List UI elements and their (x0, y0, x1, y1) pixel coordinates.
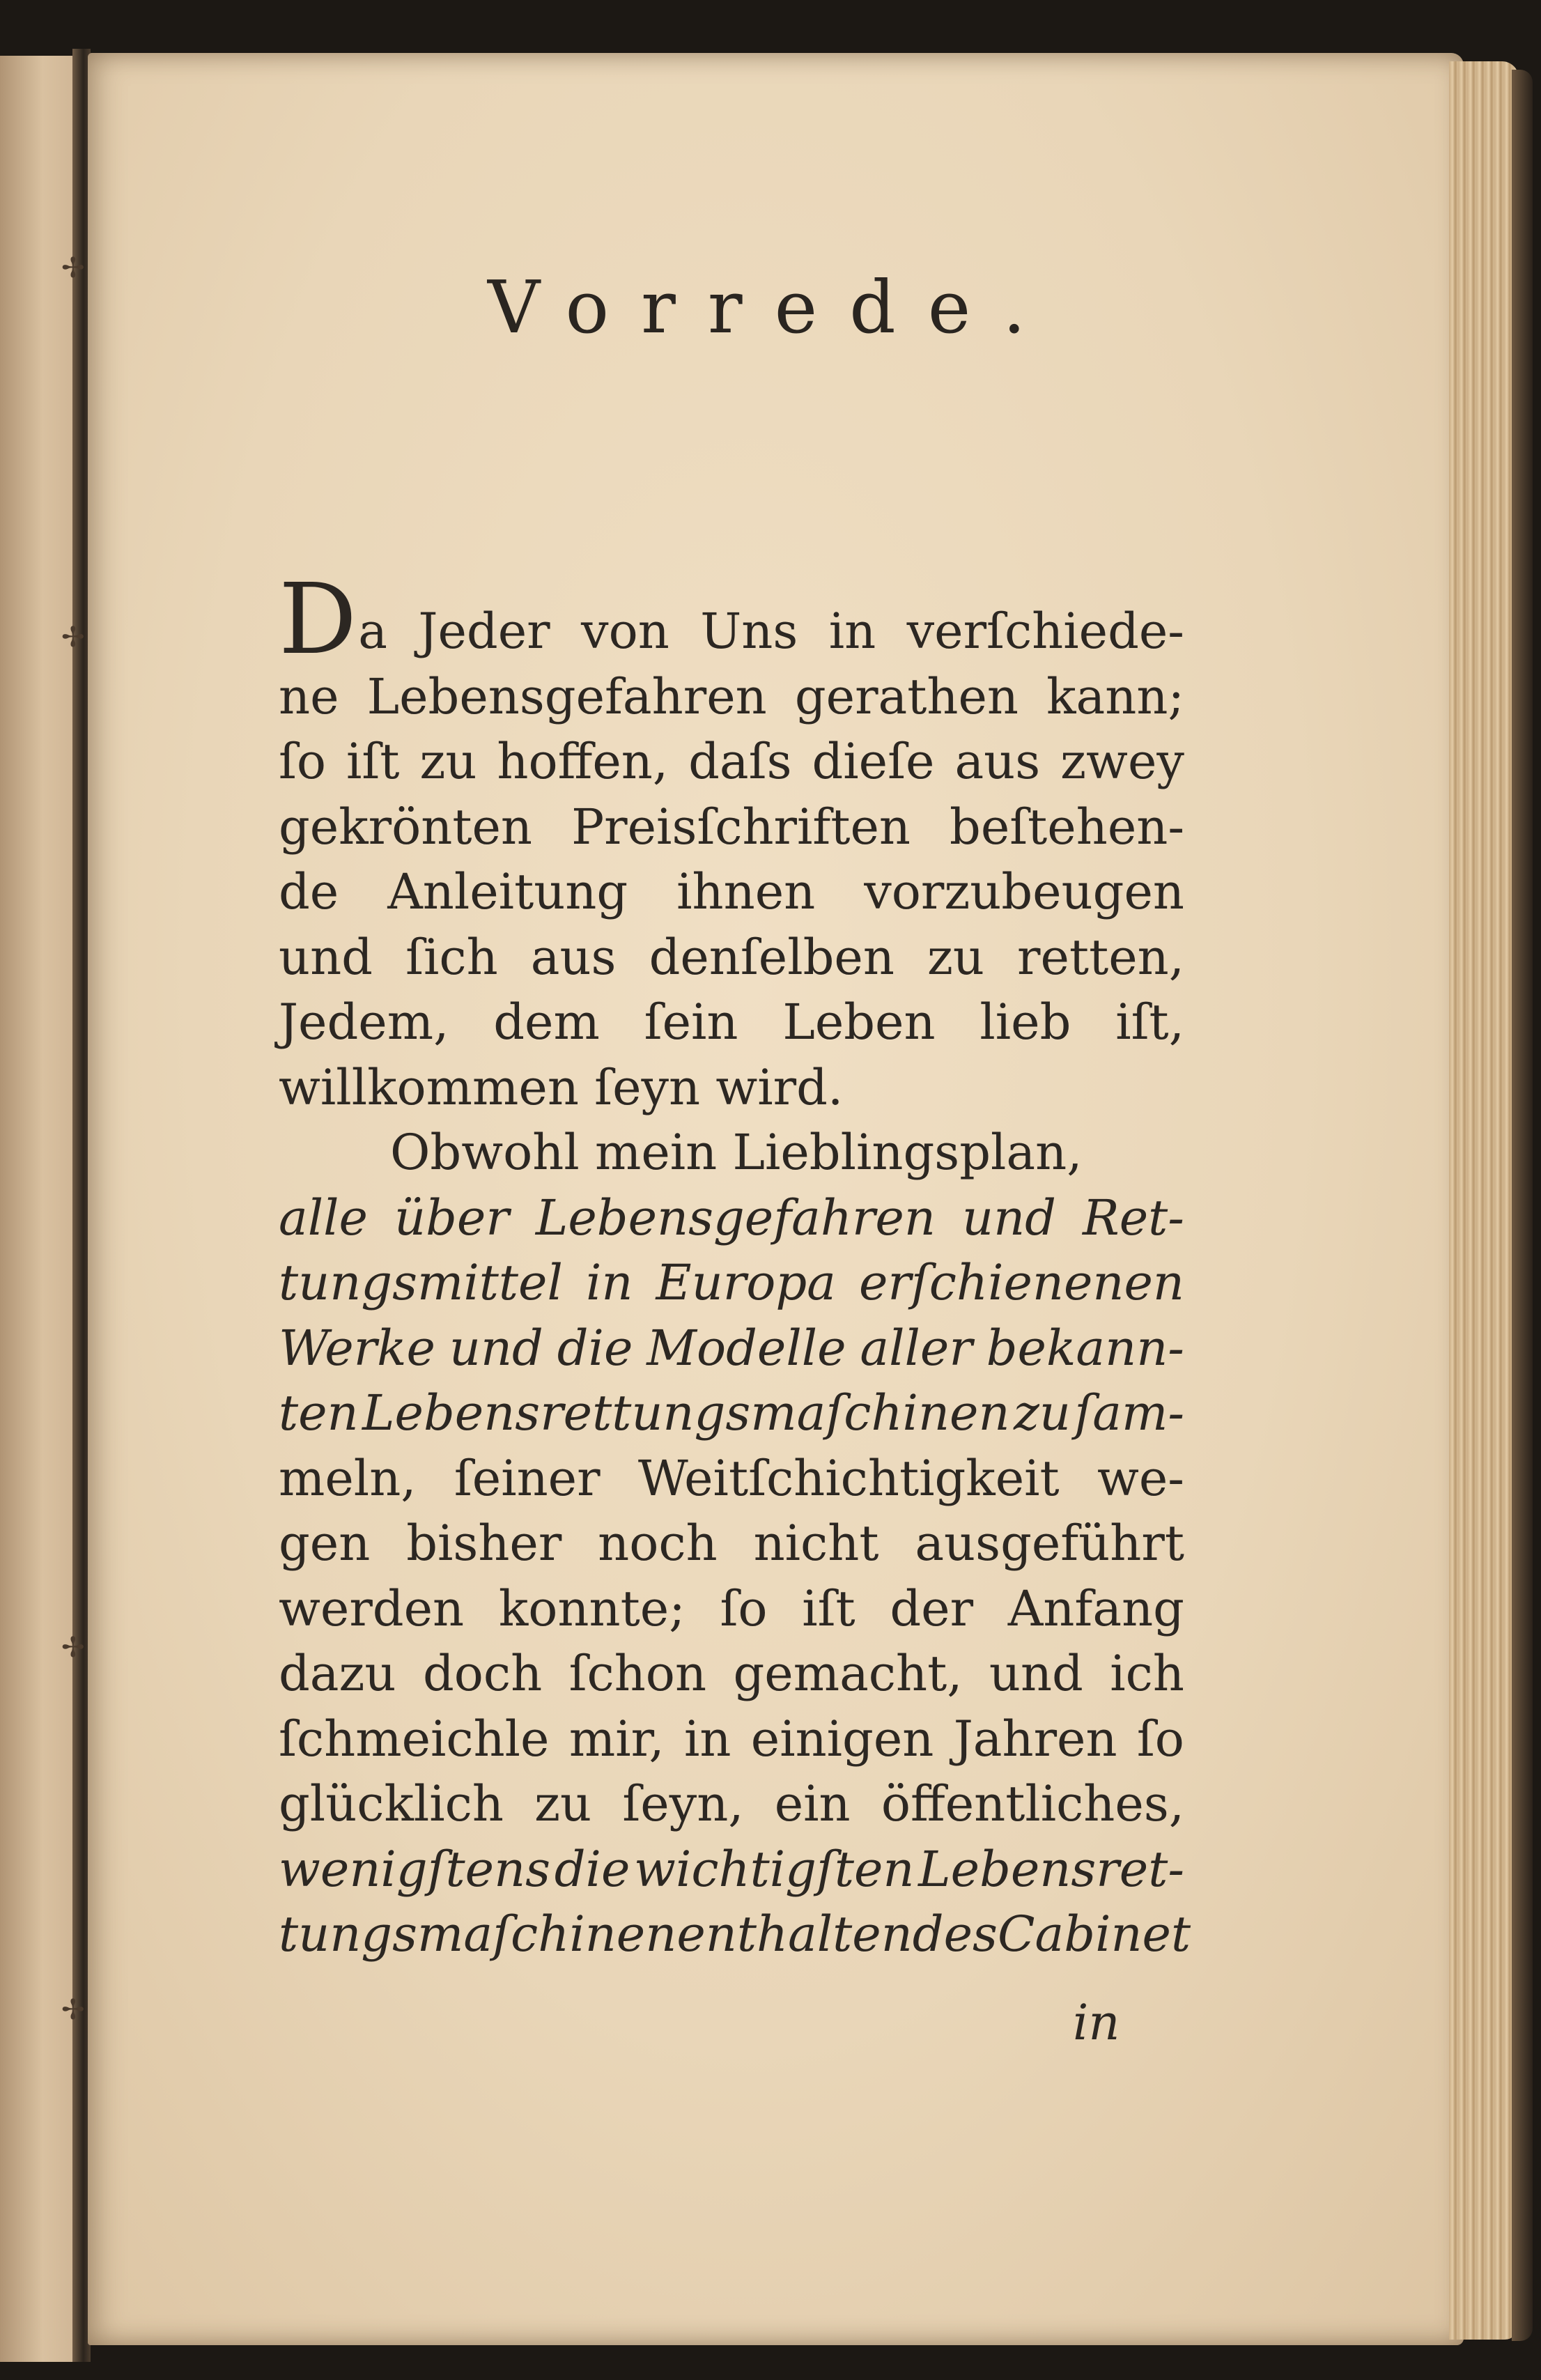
text-line (279, 729, 1184, 795)
word: Werke (279, 1319, 435, 1377)
text-line-content (279, 1707, 1184, 1772)
word: der (890, 1579, 974, 1637)
text-line-content (279, 1446, 1184, 1512)
text-line (279, 1381, 1184, 1446)
word: ſo (279, 733, 327, 790)
word: in (683, 1710, 731, 1768)
word: ich (1110, 1645, 1184, 1702)
word: die (554, 1840, 630, 1898)
text-line (279, 860, 1184, 925)
page-heading: Vorrede. (488, 265, 1058, 350)
text-line-content (279, 990, 1184, 1056)
text-line (279, 1837, 1184, 1903)
word: mir, (568, 1710, 665, 1768)
word: ihnen (676, 863, 816, 920)
word: Cabinet (997, 1906, 1191, 1963)
text-line (279, 1707, 1184, 1772)
word: a (358, 603, 387, 660)
word: aller (860, 1319, 973, 1377)
word: gemacht, (733, 1645, 963, 1702)
word: iſt (346, 733, 400, 790)
word: und (279, 928, 373, 986)
word: Lebensgefahren (535, 1189, 936, 1246)
word: in (585, 1254, 633, 1311)
text-line-content (279, 1772, 1184, 1837)
word: beſtehen- (950, 798, 1184, 856)
text-line (279, 1120, 1184, 1186)
text-line-content (279, 665, 1184, 730)
word: Anfang (1007, 1579, 1184, 1637)
text-line (279, 990, 1184, 1056)
word: zu (1013, 1384, 1071, 1442)
word: iſt (802, 1579, 855, 1637)
word: zu (534, 1775, 592, 1832)
word: konnte; (498, 1579, 686, 1637)
word: ſeyn, (622, 1775, 744, 1832)
catchword: in (1073, 1994, 1120, 2051)
word: erſchienenen (858, 1254, 1184, 1311)
word: und (449, 1319, 543, 1377)
word: öffentliches, (881, 1775, 1184, 1832)
word: in (828, 603, 876, 660)
word: ſich (405, 928, 498, 986)
word: we- (1097, 1449, 1184, 1507)
text-line-content (279, 1381, 1184, 1446)
word: werden (279, 1579, 465, 1637)
word: noch (598, 1515, 718, 1572)
text-line-content (279, 1577, 1184, 1642)
text-line (279, 1902, 1191, 1968)
word: dieſe (812, 733, 935, 790)
text-line (279, 665, 1184, 730)
text-line-content (279, 1902, 1191, 1968)
word: ein (774, 1775, 851, 1832)
word: ſchon (568, 1645, 707, 1702)
text-line-content (279, 1186, 1184, 1251)
binding-mark: ✢ (61, 621, 85, 654)
text-line-content (279, 729, 1184, 795)
word: Jeder (418, 603, 550, 660)
word: aus (954, 733, 1041, 790)
word: einigen (750, 1710, 934, 1768)
word: über (394, 1189, 509, 1246)
text-line (279, 1056, 1184, 1121)
word: Lebensrettungsmaſchinen (362, 1384, 1010, 1442)
text-line (279, 1251, 1184, 1316)
cover-edge (1512, 70, 1533, 2341)
word: ten (279, 1384, 359, 1442)
text-line-content (279, 1837, 1184, 1903)
text-line-content (279, 1316, 1184, 1382)
word: gerathen (794, 667, 1019, 725)
word: wenigſtens (279, 1840, 551, 1898)
word: verſchiede- (906, 603, 1184, 660)
word: und (962, 1189, 1056, 1246)
page-stack-edge (1449, 61, 1519, 2340)
word: Uns (700, 603, 798, 660)
text-line-content (279, 860, 1184, 925)
word: ausgeführt (915, 1515, 1184, 1572)
word: tungsmittel (279, 1254, 563, 1311)
text-line-content (279, 1641, 1184, 1707)
body-text (279, 562, 1191, 1968)
text-line-content (279, 795, 1184, 860)
word: bekann- (986, 1319, 1184, 1377)
word: doch (422, 1645, 543, 1702)
text-line-content: willkommen ſeyn wird. (279, 1058, 844, 1116)
binding-mark: ✢ (61, 252, 85, 284)
word: bisher (406, 1515, 562, 1572)
word: alle (279, 1189, 368, 1246)
binding-mark: ✢ (61, 1632, 85, 1664)
word: Anleitung (387, 863, 628, 920)
word: die (557, 1319, 633, 1377)
text-line-content (279, 925, 1184, 991)
text-line (279, 795, 1184, 860)
binding-mark: ✢ (61, 1994, 85, 2026)
word: hoffen, (497, 733, 669, 790)
word: und (989, 1645, 1083, 1702)
word: Modelle (646, 1319, 846, 1377)
word: meln, (279, 1449, 417, 1507)
drop-cap: D (279, 562, 357, 677)
text-line (279, 1511, 1184, 1577)
word: ne (279, 667, 339, 725)
word: vorzubeugen (864, 863, 1184, 920)
text-line (279, 1446, 1184, 1512)
word: daſs (688, 733, 792, 790)
word: gen (279, 1515, 371, 1572)
text-line (279, 1577, 1184, 1642)
text-line (279, 1186, 1184, 1251)
word: de (279, 863, 339, 920)
word: Lebensgefahren (366, 667, 767, 725)
word: Jedem, (279, 994, 449, 1051)
word: tungsmaſchinen (279, 1906, 677, 1963)
word: zwey (1060, 733, 1184, 790)
word: zu (927, 928, 984, 986)
word: lieb (979, 994, 1071, 1051)
text-line-content (279, 1511, 1184, 1577)
word: von (581, 603, 669, 660)
word: glücklich (279, 1775, 504, 1832)
word: kann; (1046, 667, 1184, 725)
word: gekrönten (279, 798, 532, 856)
word: Ret- (1083, 1189, 1184, 1246)
text-line (279, 1772, 1184, 1837)
word: ſo (1136, 1710, 1184, 1768)
word: Jahren (953, 1710, 1117, 1768)
word: retten, (1017, 928, 1184, 986)
word: denſelben (649, 928, 895, 986)
text-line (279, 562, 1184, 677)
word: ſam- (1074, 1384, 1184, 1442)
word: Weitſchichtigkeit (637, 1449, 1060, 1507)
word: aus (530, 928, 617, 986)
word: dazu (279, 1645, 396, 1702)
word: ſein (644, 994, 738, 1051)
text-line (279, 1316, 1184, 1382)
text-line-content: Obwohl mein Lieblingsplan, (390, 1124, 1083, 1181)
word: ſeiner (454, 1449, 601, 1507)
word: Leben (782, 994, 936, 1051)
text-line (279, 1641, 1184, 1707)
word: ſchmeichle (279, 1710, 550, 1768)
word: zu (419, 733, 477, 790)
word: Lebensret- (918, 1840, 1184, 1898)
word: iſt, (1115, 994, 1184, 1051)
text-line-content (358, 599, 1184, 665)
text-line-content (279, 1251, 1184, 1316)
word: Europa (656, 1254, 836, 1311)
word: enthaltendes (676, 1906, 998, 1963)
word: dem (493, 994, 600, 1051)
word: ſo (720, 1579, 768, 1637)
text-line (279, 925, 1184, 991)
word: wichtigſten (634, 1840, 915, 1898)
word: Preisſchriften (571, 798, 911, 856)
word: nicht (753, 1515, 879, 1572)
